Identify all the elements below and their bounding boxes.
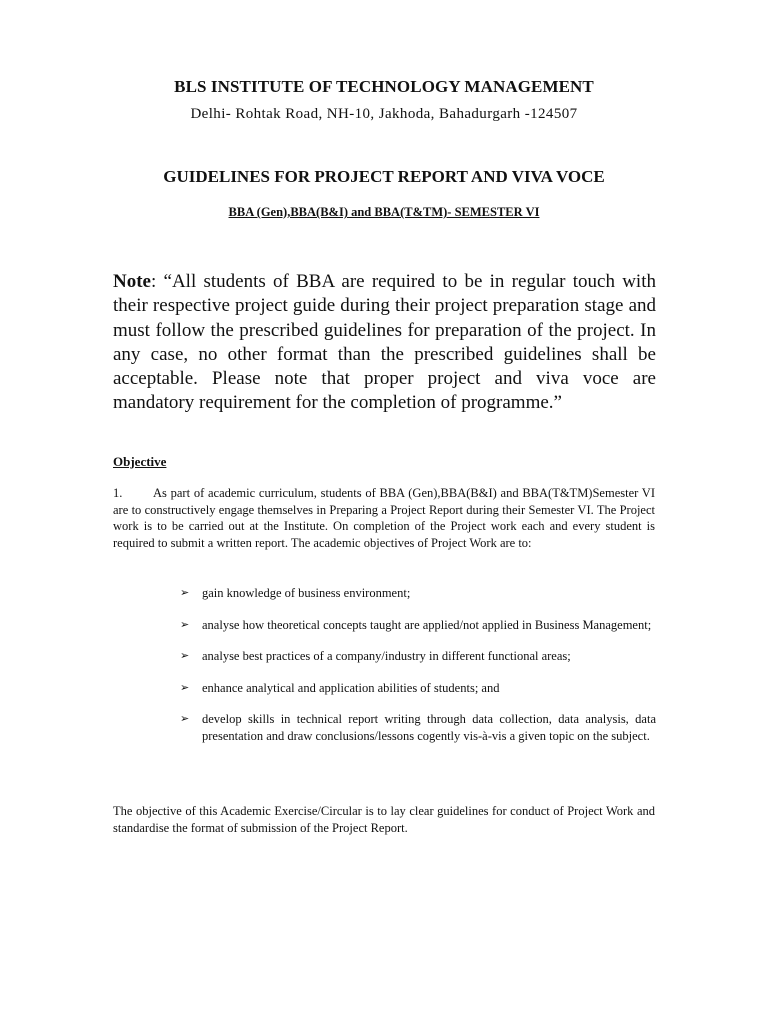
- closing-paragraph: The objective of this Academic Exercise/Circular is to lay clear guidelines for conduct of Project Work and standardise the format of submission of the Project Report.: [113, 804, 655, 835]
- list-item: [180, 648, 656, 665]
- arrow-bullet-icon: ➢: [180, 617, 190, 631]
- arrow-bullet-icon: ➢: [180, 649, 190, 663]
- note-paragraph: [113, 270, 656, 416]
- list-item: [180, 617, 656, 634]
- note-text: “All students of BBA are required to be in regular touch with their respective project guide during their project preparation stage and must follow the prescribed guidelines for preparation of the project. In any case, no other format than the prescribed guidelines shall be acceptable. Please note that proper project and viva voce are mandatory requirement for the completion of programme.”: [113, 271, 656, 414]
- objective-heading: Objective: [113, 454, 167, 469]
- list-item: [180, 585, 656, 602]
- objective-bullet-list: [180, 585, 656, 760]
- list-item-text: enhance analytical and application abilities of students; and: [202, 680, 500, 695]
- note-colon: :: [150, 271, 164, 292]
- paragraph-number: 1.: [113, 486, 123, 500]
- arrow-bullet-icon: ➢: [180, 712, 190, 726]
- list-item-text: gain knowledge of business environment;: [202, 586, 411, 600]
- note-label: Note: [113, 271, 151, 292]
- list-item: [180, 680, 656, 697]
- institute-name: BLS INSTITUTE OF TECHNOLOGY MANAGEMENT: [174, 77, 594, 96]
- institute-address: Delhi- Rohtak Road, NH-10, Jakhoda, Bahadurgarh -124507: [190, 106, 578, 122]
- list-item-text: analyse best practices of a company/industry in different functional areas;: [202, 649, 571, 664]
- list-item: [180, 711, 656, 744]
- list-item-text: develop skills in technical report writing through data collection, data analysis, data presentation and draw conclusions/lessons cogently vis-à-vis a given topic on the subject.: [202, 712, 656, 743]
- arrow-bullet-icon: ➢: [180, 586, 190, 599]
- paragraph-text: As part of academic curriculum, students of BBA (Gen),BBA(B&I) and BBA(T&TM)Semester VI are to constructively engage themselves in Preparing a Project Report during their Semester VI. The Project work is to be carried out at the Institute. On completion of the Project work each and every student is required to submit a written report. The academic objectives of Project Work are to:: [113, 486, 655, 550]
- objective-paragraph: [113, 485, 655, 551]
- arrow-bullet-icon: ➢: [180, 680, 190, 694]
- guidelines-title: GUIDELINES FOR PROJECT REPORT AND VIVA VOCE: [163, 167, 605, 186]
- programme-line: [0, 205, 768, 220]
- programme-text: BBA (Gen),BBA(B&I) and BBA(T&TM)- SEMESTER VI: [228, 205, 540, 219]
- list-item-text: analyse how theoretical concepts taught are applied/not applied in Business Management;: [202, 617, 652, 632]
